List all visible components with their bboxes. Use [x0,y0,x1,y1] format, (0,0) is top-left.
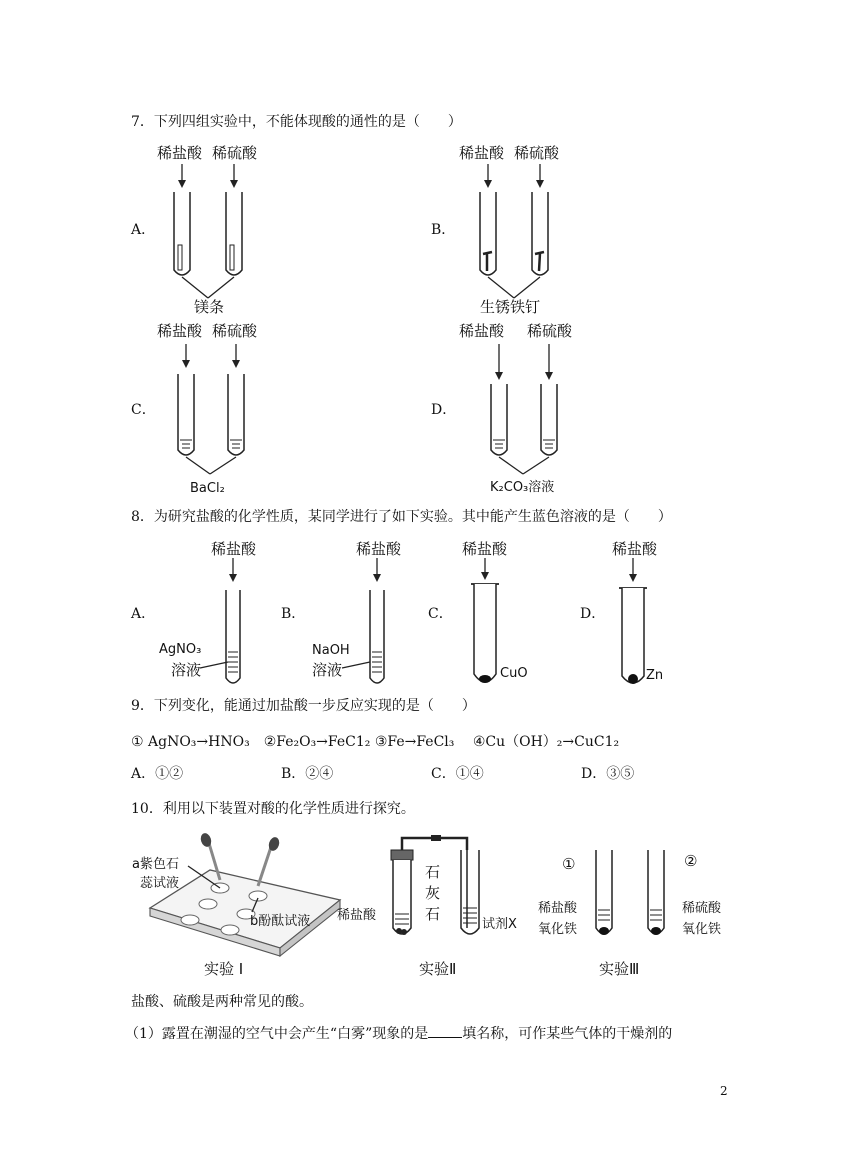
page-number: 2 [720,1084,728,1098]
q7-d-acid2: 稀硫酸 [527,322,573,340]
q8-c-reagent: CuO [500,666,528,681]
q7-b-acid1: 稀盐酸 [459,144,505,162]
q8-option-d-letter: D． [580,606,606,622]
q7-a-acid1: 稀盐酸 [157,144,203,162]
q9-option-a: A．①② [131,766,184,782]
q7-c-reagent: BaCl₂ [190,481,225,496]
q8-d-reagent: Zn [646,668,664,683]
q10-sub1-answer-blank[interactable] [428,1037,462,1038]
q8-stem: 8．为研究盐酸的化学性质，某同学进行了如下实验。其中能产生蓝色溶液的是（ ） [131,509,672,525]
q8-option-a-letter: A． [131,606,156,622]
q8-d-acid: 稀盐酸 [612,540,658,558]
q7-d-reagent: K₂CO₃溶液 [490,480,555,495]
q10-exp3-caption: 实验Ⅲ [599,960,640,978]
q10-exp2-acid: 稀盐酸 [337,908,377,923]
q7-option-d-letter: D． [431,402,457,418]
q10-exp3-solid2: 氧化铁 [682,922,722,937]
q9-stem: 9．下列变化，能通过加盐酸一步反应实现的是（ ） [131,698,476,714]
q8-a-figure [220,556,260,696]
q10-exp3-tubes [590,846,680,946]
q10-exp3-mark2: ② [684,852,698,870]
q7-b-figure [455,160,585,300]
q8-option-c-letter: C． [428,606,453,622]
q10-exp2-solid-3: 石 [425,905,441,923]
q7-a-reagent: 镁条 [194,298,225,316]
q10-exp1-caption: 实验 I [204,960,244,978]
q10-exp1-spot-plate [140,830,340,960]
q10-exp2-reagent: 试剂X [482,917,517,932]
q8-b-reagent-line2: 溶液 [312,661,343,679]
q7-b-acid2: 稀硫酸 [514,144,560,162]
q8-option-b-letter: B． [281,606,306,622]
q7-a-acid2: 稀硫酸 [212,144,258,162]
q10-exp3-solid1: 氧化铁 [538,922,578,937]
q10-sub1: （1）露置在潮湿的空气中会产生“白雾”现象的是 填名称，可作某些气体的干燥剂的 [125,1026,673,1042]
q8-a-reagent-line2: 溶液 [171,661,202,679]
q10-exp3-acid2: 稀硫酸 [682,901,722,916]
q7-b-reagent: 生锈铁钉 [480,298,541,316]
q8-a-acid: 稀盐酸 [211,540,257,558]
q10-exp3-mark1: ① [562,855,576,873]
q7-d-acid1: 稀盐酸 [459,322,505,340]
q9-option-b: B．②④ [281,766,334,782]
q10-stem: 10．利用以下装置对酸的化学性质进行探究。 [131,801,415,817]
q10-exp1-label-a-line2: 蕊试液 [140,876,180,891]
q10-exp2-solid-2: 灰 [425,884,441,902]
q7-option-c-letter: C． [131,402,156,418]
q10-exp3-acid1: 稀盐酸 [538,901,578,916]
q9-option-c: C．①④ [431,766,484,782]
q8-b-reagent-line1: NaOH [312,643,350,658]
q10-exp1-label-a-line1: a紫色石 [132,857,179,872]
q8-a-reagent-line1: AgNO₃ [159,642,202,657]
q9-changes: ① AgNO₃→HNO₃ ②Fe₂O₃→FeC1₂ ③Fe→FeCl₃ ④Cu（OH）₂→CuC1₂ [131,734,620,750]
q9-option-d: D．③⑤ [581,766,635,782]
q7-c-acid2: 稀硫酸 [212,322,258,340]
q7-a-figure [150,160,280,300]
q10-exp2-solid-1: 石 [425,863,441,881]
q8-b-figure [364,556,404,696]
q7-option-b-letter: B． [431,222,456,238]
q7-c-acid1: 稀盐酸 [157,322,203,340]
q7-d-figure [465,340,595,480]
q8-b-acid: 稀盐酸 [356,540,402,558]
q7-option-a-letter: A． [131,222,156,238]
q10-exp1-label-b: b酚酞试液 [250,914,311,929]
q10-exp2-caption: 实验Ⅱ [419,960,457,978]
q10-exp2-apparatus [385,828,505,953]
q7-c-figure [150,340,280,480]
q10-intro: 盐酸、硫酸是两种常见的酸。 [131,994,313,1010]
q8-c-acid: 稀盐酸 [462,540,508,558]
q7-stem: 7．下列四组实验中，不能体现酸的通性的是（ ） [131,114,462,130]
